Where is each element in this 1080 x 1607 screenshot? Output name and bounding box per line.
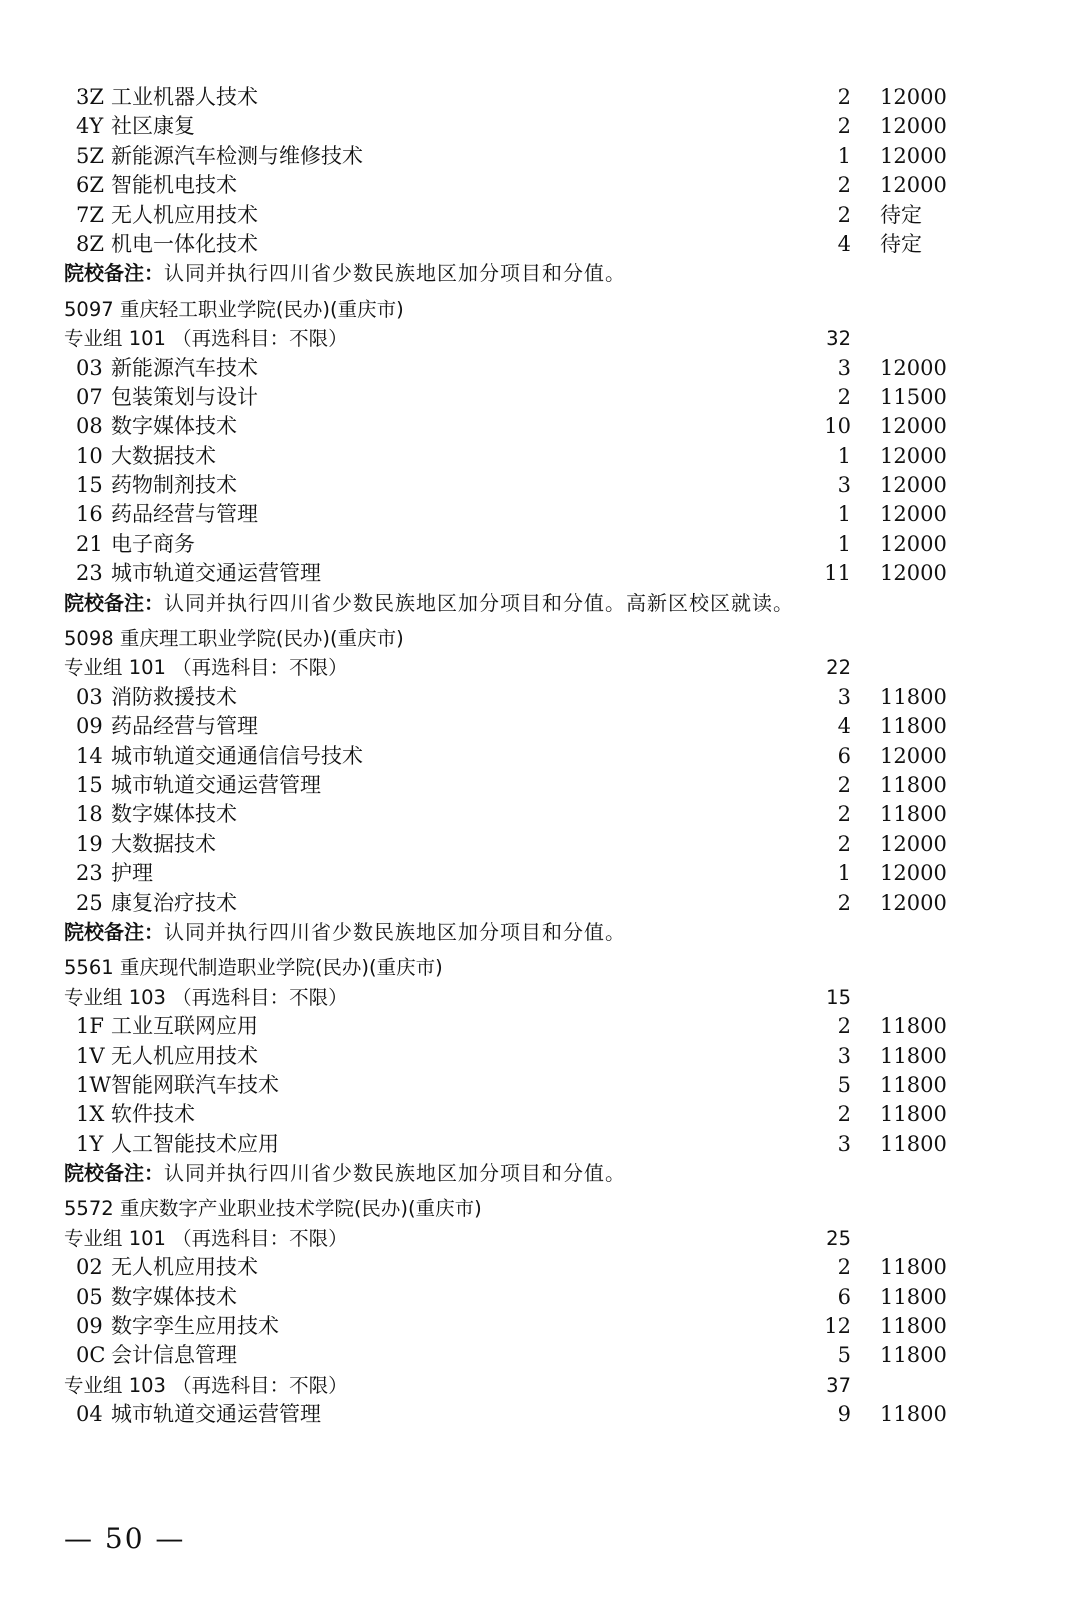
school-note-label: 院校备注： <box>64 1161 164 1186</box>
major-code: 23 <box>76 861 103 886</box>
major-fee: 待定 <box>880 231 922 256</box>
major-fee: 11800 <box>880 1102 947 1127</box>
school-note <box>0 1159 1080 1188</box>
major-group-label: 专业组 101 （再选科目：不限） <box>64 1226 348 1250</box>
major-fee: 12000 <box>880 473 947 498</box>
major-code: 1F <box>76 1014 104 1039</box>
major-fee: 12000 <box>880 414 947 439</box>
major-row <box>0 171 1080 200</box>
major-row <box>0 500 1080 529</box>
major-code: 1Y <box>76 1131 104 1156</box>
school-name: 5561 重庆现代制造职业学院(民办)(重庆市) <box>64 956 443 980</box>
major-row <box>0 230 1080 259</box>
major-fee: 11800 <box>880 1014 947 1039</box>
major-row <box>0 412 1080 441</box>
major-name: 智能网联汽车技术 <box>111 1072 279 1097</box>
major-code: 8Z <box>76 231 104 256</box>
major-fee: 12000 <box>880 173 947 198</box>
major-code: 04 <box>76 1402 103 1427</box>
major-name: 无人机应用技术 <box>111 202 258 227</box>
major-count: 3 <box>837 355 851 380</box>
major-fee: 12000 <box>880 114 947 139</box>
major-fee: 12000 <box>880 561 947 586</box>
major-row <box>0 1253 1080 1282</box>
major-row <box>0 859 1080 888</box>
major-group-label: 专业组 101 （再选科目：不限） <box>64 656 348 680</box>
major-code: 09 <box>76 714 103 739</box>
major-code: 25 <box>76 890 103 915</box>
school-note-label: 院校备注： <box>64 590 164 615</box>
document-body <box>0 83 1080 1430</box>
major-name: 工业机器人技术 <box>111 85 258 109</box>
school-note <box>0 589 1080 618</box>
major-code: 09 <box>76 1314 103 1339</box>
major-name: 城市轨道交通运营管理 <box>111 561 321 586</box>
major-name: 药品经营与管理 <box>111 714 258 739</box>
major-code: 1V <box>76 1043 105 1068</box>
major-fee: 12000 <box>880 861 947 886</box>
major-row <box>0 83 1080 112</box>
major-fee: 12000 <box>880 85 947 109</box>
school-name: 5572 重庆数字产业职业技术学院(民办)(重庆市) <box>64 1197 482 1221</box>
major-fee: 11800 <box>880 802 947 827</box>
major-row <box>0 1312 1080 1341</box>
major-code: 10 <box>76 443 103 468</box>
major-count: 12 <box>824 1314 851 1339</box>
major-group-total: 22 <box>826 656 851 680</box>
school-section <box>0 953 1080 1188</box>
major-row <box>0 712 1080 741</box>
school-note-line <box>64 918 626 949</box>
major-row <box>0 1341 1080 1370</box>
major-row <box>0 354 1080 383</box>
major-code: 0C <box>76 1343 106 1368</box>
major-fee: 11800 <box>880 1255 947 1280</box>
major-name: 新能源汽车检测与维修技术 <box>111 143 363 168</box>
major-group-label: 专业组 101 （再选科目：不限） <box>64 327 348 351</box>
major-name: 城市轨道交通运营管理 <box>111 772 321 797</box>
major-group-label: 专业组 103 （再选科目：不限） <box>64 985 348 1009</box>
major-fee: 11500 <box>880 384 947 409</box>
major-count: 2 <box>837 1102 851 1127</box>
school-section <box>0 624 1080 947</box>
major-fee: 待定 <box>880 202 922 227</box>
major-count: 1 <box>837 443 851 468</box>
major-code: 19 <box>76 831 103 856</box>
major-code: 23 <box>76 561 103 586</box>
major-group-header <box>0 653 1080 682</box>
major-row <box>0 1100 1080 1129</box>
major-count: 6 <box>837 743 851 768</box>
major-row <box>0 1130 1080 1159</box>
major-count: 2 <box>837 1255 851 1280</box>
school-note-line <box>64 259 626 290</box>
major-code: 6Z <box>76 173 104 198</box>
major-fee: 12000 <box>880 355 947 380</box>
major-count: 10 <box>824 414 851 439</box>
major-name: 大数据技术 <box>111 831 216 856</box>
major-fee: 11800 <box>880 714 947 739</box>
major-code: 3Z <box>76 85 104 109</box>
major-name: 消防救援技术 <box>111 684 237 709</box>
major-name: 护理 <box>111 861 153 886</box>
major-fee: 12000 <box>880 502 947 527</box>
school-note-text: 认同并执行四川省少数民族地区加分项目和分值。 <box>164 1161 626 1186</box>
major-fee: 12000 <box>880 531 947 556</box>
major-row <box>0 800 1080 829</box>
major-count: 1 <box>837 531 851 556</box>
major-name: 数字孪生应用技术 <box>111 1314 279 1339</box>
major-group-header <box>0 1371 1080 1400</box>
major-code: 18 <box>76 802 103 827</box>
major-count: 2 <box>837 1014 851 1039</box>
major-code: 05 <box>76 1284 103 1309</box>
school-name: 5097 重庆轻工职业学院(民办)(重庆市) <box>64 297 404 321</box>
major-count: 4 <box>837 231 851 256</box>
major-group-total: 25 <box>826 1226 851 1250</box>
major-name: 工业互联网应用 <box>111 1014 258 1039</box>
major-code: 03 <box>76 684 103 709</box>
major-group-total: 37 <box>826 1373 851 1397</box>
major-count: 1 <box>837 143 851 168</box>
major-fee: 12000 <box>880 831 947 856</box>
major-count: 1 <box>837 861 851 886</box>
major-row <box>0 830 1080 859</box>
major-name: 智能机电技术 <box>111 173 237 198</box>
major-row <box>0 559 1080 588</box>
school-section <box>0 83 1080 289</box>
major-fee: 11800 <box>880 1314 947 1339</box>
major-row <box>0 112 1080 141</box>
major-count: 2 <box>837 173 851 198</box>
major-row <box>0 471 1080 500</box>
major-count: 2 <box>837 831 851 856</box>
major-code: 15 <box>76 473 103 498</box>
major-row <box>0 889 1080 918</box>
school-section <box>0 1194 1080 1429</box>
school-name: 5098 重庆理工职业学院(民办)(重庆市) <box>64 627 404 651</box>
major-group-header <box>0 1224 1080 1253</box>
major-count: 9 <box>837 1402 851 1427</box>
major-name: 软件技术 <box>111 1102 195 1127</box>
major-name: 无人机应用技术 <box>111 1043 258 1068</box>
major-fee: 11800 <box>880 1131 947 1156</box>
major-name: 数字媒体技术 <box>111 1284 237 1309</box>
school-note <box>0 259 1080 288</box>
major-name: 大数据技术 <box>111 443 216 468</box>
major-code: 7Z <box>76 202 104 227</box>
major-name: 药品经营与管理 <box>111 502 258 527</box>
major-name: 药物制剂技术 <box>111 473 237 498</box>
school-header <box>0 1194 1080 1223</box>
major-code: 5Z <box>76 143 104 168</box>
page-number: — 50 — <box>64 1522 186 1555</box>
major-fee: 12000 <box>880 890 947 915</box>
school-note-label: 院校备注： <box>64 919 164 944</box>
major-row <box>0 683 1080 712</box>
school-note <box>0 918 1080 947</box>
major-fee: 12000 <box>880 743 947 768</box>
major-fee: 12000 <box>880 443 947 468</box>
school-header <box>0 295 1080 324</box>
school-note-line <box>64 589 794 620</box>
major-count: 2 <box>837 384 851 409</box>
major-name: 会计信息管理 <box>111 1343 237 1368</box>
major-count: 2 <box>837 114 851 139</box>
major-fee: 11800 <box>880 1043 947 1068</box>
major-name: 数字媒体技术 <box>111 414 237 439</box>
major-row <box>0 1283 1080 1312</box>
major-group-header <box>0 324 1080 353</box>
major-name: 电子商务 <box>111 531 195 556</box>
major-code: 03 <box>76 355 103 380</box>
major-row <box>0 1042 1080 1071</box>
major-group-total: 15 <box>826 985 851 1009</box>
major-row <box>0 530 1080 559</box>
major-count: 3 <box>837 1043 851 1068</box>
major-count: 6 <box>837 1284 851 1309</box>
major-group-header <box>0 983 1080 1012</box>
major-row <box>0 742 1080 771</box>
major-row <box>0 1012 1080 1041</box>
major-row <box>0 1071 1080 1100</box>
school-section <box>0 295 1080 618</box>
major-name: 康复治疗技术 <box>111 890 237 915</box>
major-count: 5 <box>837 1072 851 1097</box>
major-row <box>0 1400 1080 1429</box>
major-fee: 11800 <box>880 1402 947 1427</box>
major-code: 15 <box>76 772 103 797</box>
major-name: 新能源汽车技术 <box>111 355 258 380</box>
major-count: 2 <box>837 890 851 915</box>
school-note-line <box>64 1159 626 1190</box>
major-name: 城市轨道交通运营管理 <box>111 1402 321 1427</box>
major-count: 3 <box>837 473 851 498</box>
major-code: 4Y <box>76 114 104 139</box>
major-group-total: 32 <box>826 327 851 351</box>
major-code: 1X <box>76 1102 105 1127</box>
major-fee: 11800 <box>880 684 947 709</box>
school-header <box>0 953 1080 982</box>
major-fee: 11800 <box>880 1072 947 1097</box>
major-name: 社区康复 <box>111 114 195 139</box>
school-note-text: 认同并执行四川省少数民族地区加分项目和分值。 <box>164 261 626 286</box>
major-code: 14 <box>76 743 103 768</box>
school-header <box>0 624 1080 653</box>
major-code: 08 <box>76 414 103 439</box>
major-code: 07 <box>76 384 103 409</box>
major-name: 包装策划与设计 <box>111 384 258 409</box>
major-code: 16 <box>76 502 103 527</box>
major-row <box>0 771 1080 800</box>
major-code: 02 <box>76 1255 103 1280</box>
school-note-text: 认同并执行四川省少数民族地区加分项目和分值。 <box>164 919 626 944</box>
major-code: 21 <box>76 531 103 556</box>
major-fee: 11800 <box>880 1343 947 1368</box>
major-count: 3 <box>837 684 851 709</box>
school-note-label: 院校备注： <box>64 261 164 286</box>
school-note-text: 认同并执行四川省少数民族地区加分项目和分值。高新区校区就读。 <box>164 590 794 615</box>
major-fee: 11800 <box>880 772 947 797</box>
major-row <box>0 142 1080 171</box>
major-name: 机电一体化技术 <box>111 231 258 256</box>
major-count: 3 <box>837 1131 851 1156</box>
major-name: 数字媒体技术 <box>111 802 237 827</box>
major-count: 5 <box>837 1343 851 1368</box>
major-count: 4 <box>837 714 851 739</box>
major-row <box>0 383 1080 412</box>
major-count: 2 <box>837 202 851 227</box>
major-row <box>0 442 1080 471</box>
major-count: 2 <box>837 802 851 827</box>
major-row <box>0 201 1080 230</box>
major-count: 2 <box>837 772 851 797</box>
major-code: 1W <box>76 1072 111 1097</box>
major-fee: 11800 <box>880 1284 947 1309</box>
major-group-label: 专业组 103 （再选科目：不限） <box>64 1373 348 1397</box>
major-name: 城市轨道交通通信信号技术 <box>111 743 363 768</box>
major-count: 11 <box>824 561 851 586</box>
major-name: 无人机应用技术 <box>111 1255 258 1280</box>
major-count: 1 <box>837 502 851 527</box>
major-fee: 12000 <box>880 143 947 168</box>
major-count: 2 <box>837 85 851 109</box>
major-name: 人工智能技术应用 <box>111 1131 279 1156</box>
